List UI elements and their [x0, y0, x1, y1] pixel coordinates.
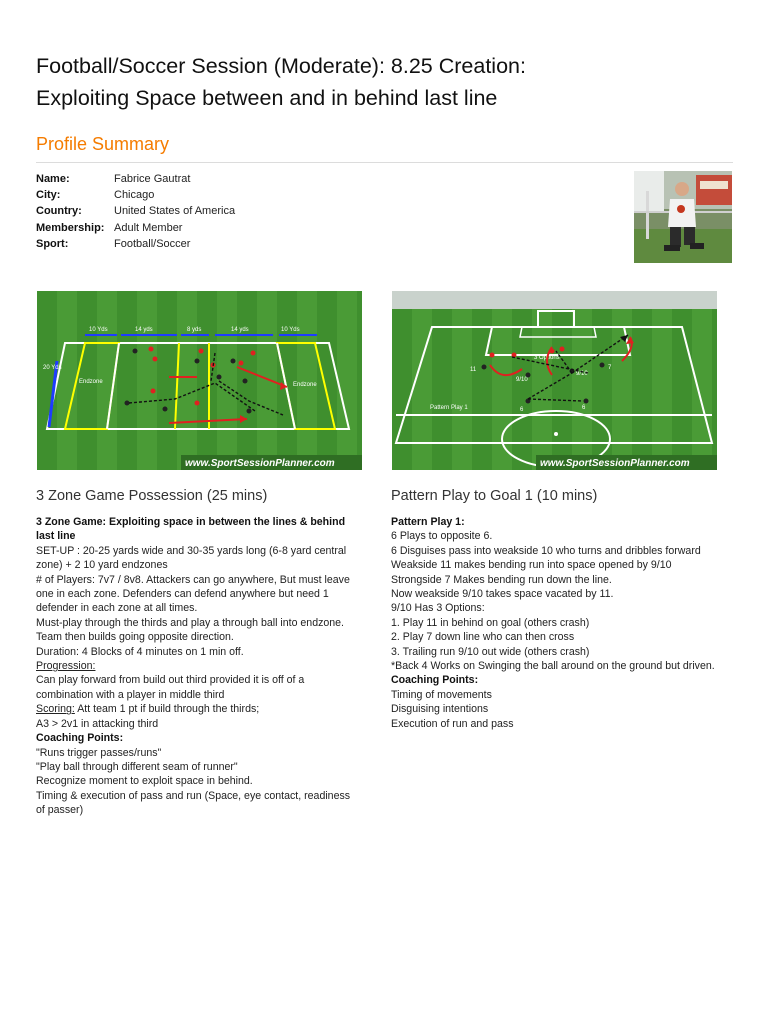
- page-title-line-2: Exploiting Space between and in behind last line: [36, 86, 498, 110]
- profile-label: Name:: [36, 173, 70, 185]
- drill-2-coaching-label: Coaching Points:: [391, 674, 479, 687]
- profile-label: City:: [36, 189, 61, 202]
- drill-2-line: 1. Play 11 in behind on goal (others crash): [391, 616, 590, 629]
- diagram-watermark: www.SportSessionPlanner.com: [185, 458, 335, 469]
- drill-1-setup: SET-UP : 20-25 yards wide and 30-35 yards long (6-8 yard central zone) + 2 10 yard endzones: [36, 544, 347, 572]
- profile-value: Fabrice Gautrat: [114, 173, 191, 185]
- profile-row-sport: [36, 236, 596, 252]
- profile-row-name: [36, 171, 596, 187]
- label-player-11: 11: [470, 367, 477, 373]
- drill-1-coaching-point: "Play ball through different seam of runner": [36, 760, 238, 773]
- drill-1-scoring: [36, 702, 356, 716]
- drill-2-line: 6 Disguises pass into weakside 10 who turns and dribbles forward: [391, 544, 701, 557]
- dim-label-8yds: 8 yds: [187, 327, 202, 333]
- drill-2-coaching-point: Execution of run and pass: [391, 717, 514, 730]
- pattern-play-diagram: [392, 291, 717, 470]
- dim-label-10yds-right: 10 Yds: [281, 327, 300, 333]
- drill-1-coaching-point: "Runs trigger passes/runs": [36, 746, 162, 759]
- label-player-7: 7: [608, 365, 612, 371]
- profile-row-city: [36, 187, 596, 203]
- profile-row-membership: [36, 220, 596, 236]
- profile-row-country: [36, 203, 596, 219]
- drill-1-coaching-label: Coaching Points:: [36, 732, 124, 745]
- profile-label: Sport:: [36, 237, 69, 250]
- section-divider: [36, 162, 733, 163]
- drill-1-coaching-point: Recognize moment to exploit space in behind.: [36, 775, 253, 788]
- drill-1-players: # of Players: 7v7 / 8v8. Attackers can go anywhere, But must leave one in each zone. Defenders can defend anywhere but need 1 defender in each zone at all times.: [36, 573, 350, 615]
- profile-photo: [634, 171, 732, 263]
- label-player-6-a: 6: [520, 407, 524, 413]
- drill-2-line: 6 Plays to opposite 6.: [391, 530, 493, 543]
- label-player-9-10-a: 9/10: [516, 377, 528, 383]
- drill-1-scoring-text: Att team 1 pt if build through the thirds;: [74, 703, 260, 716]
- drill-2-description: [391, 515, 721, 731]
- profile-value: Chicago: [114, 189, 155, 202]
- drill-1-heading: 3 Zone Game: Exploiting space in between the lines & behind last line: [36, 516, 346, 543]
- profile-summary-heading: Profile Summary: [36, 134, 170, 154]
- drill-1-progression-label: Progression:: [36, 660, 96, 673]
- label-3-options: 3 Options: [534, 355, 560, 361]
- drill-2-line: Strongside 7 Makes bending run down the line.: [391, 573, 612, 586]
- endzone-label-right: Endzone: [293, 382, 317, 388]
- label-player-9-10-b: 9/10: [576, 371, 588, 377]
- profile-value: Football/Soccer: [114, 237, 191, 250]
- profile-table: [36, 171, 596, 252]
- drill-2-title: Pattern Play to Goal 1 (10 mins): [391, 488, 598, 504]
- page-title: [36, 50, 736, 114]
- drill-1-progression: Can play forward from build out third provided it is off of a combination with a player in middle third: [36, 674, 305, 701]
- drill-1-description: [36, 515, 356, 818]
- profile-label: Membership:: [36, 221, 105, 234]
- drill-1-duration: Duration: 4 Blocks of 4 minutes on 1 min off.: [36, 645, 244, 658]
- drill-1-coaching-point: Timing & execution of pass and run (Space, eye contact, readiness of passer): [36, 789, 351, 817]
- drill-1-scoring-2: A3 > 2v1 in attacking third: [36, 717, 159, 730]
- drill-1-scoring-label: Scoring:: [36, 703, 75, 716]
- profile-value: United States of America: [114, 205, 236, 218]
- dim-label-20yds: 20 Yds: [43, 365, 62, 371]
- drill-1-title: 3 Zone Game Possession (25 mins): [36, 488, 268, 504]
- dim-label-14yds-left: 14 yds: [135, 327, 153, 333]
- drill-2-line: *Back 4 Works on Swinging the ball around on the ground but driven.: [391, 660, 715, 673]
- drill-2-line: 9/10 Has 3 Options:: [391, 602, 485, 615]
- three-zone-game-diagram: [37, 291, 362, 470]
- drill-1-rule: Must-play through the thirds and play a through ball into endzone. Team then builds going opposite direction.: [36, 616, 345, 644]
- dim-label-10yds-left: 10 Yds: [89, 327, 108, 333]
- drill-2-line: 3. Trailing run 9/10 out wide (others crash): [391, 645, 590, 658]
- drill-2-heading: Pattern Play 1:: [391, 516, 465, 528]
- drill-2-line: 2. Play 7 down line who can then cross: [391, 631, 575, 644]
- diagram-watermark: www.SportSessionPlanner.com: [540, 458, 690, 469]
- endzone-label-left: Endzone: [79, 379, 103, 385]
- label-pattern-play-1: Pattern Play 1: [430, 405, 468, 411]
- drill-2-line: Weakside 11 makes bending run into space opened by 9/10: [391, 559, 672, 572]
- label-player-6-b: 6: [582, 405, 586, 411]
- drill-2-coaching-point: Disguising intentions: [391, 703, 489, 716]
- drill-2-coaching-point: Timing of movements: [391, 688, 492, 701]
- dim-label-14yds-right: 14 yds: [231, 327, 249, 333]
- profile-value: Adult Member: [114, 221, 183, 234]
- drill-2-line: Now weakside 9/10 takes space vacated by 11.: [391, 588, 614, 601]
- page-title-line-1: Football/Soccer Session (Moderate): 8.25 Creation:: [36, 54, 526, 78]
- profile-label: Country:: [36, 205, 82, 218]
